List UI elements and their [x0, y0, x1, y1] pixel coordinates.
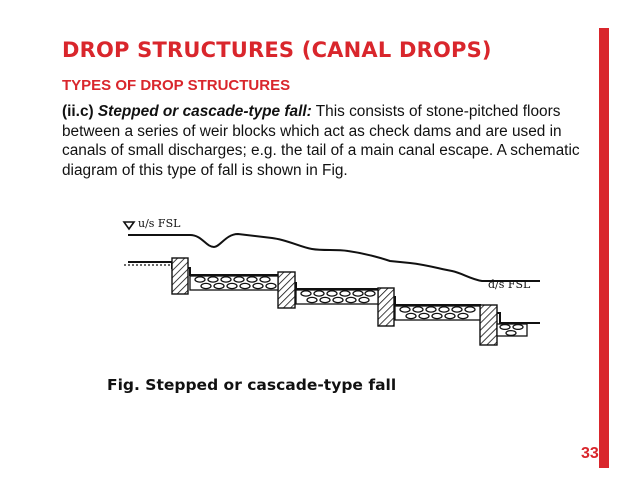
- stone-pitched-floor-2: [296, 290, 378, 304]
- weir-block-4: [480, 305, 497, 345]
- stone-pitched-floor-1: [190, 276, 278, 290]
- slide-title: DROP STRUCTURES (CANAL DROPS): [62, 38, 492, 62]
- body-description: This consists of stone-pitched floors between a series of weir blocks which act as check dams and are used in canals of small discharges; e.g. the tail of a main canal escape. A schematic diagram of this type of fall is shown in Fig.: [62, 103, 580, 179]
- fall-type-term: Stepped or cascade-type fall:: [97, 103, 312, 120]
- water-level-symbol: [124, 222, 134, 229]
- upstream-fsl-label: u/s FSL: [138, 217, 181, 230]
- weir-block-1: [172, 258, 188, 294]
- body-paragraph: [62, 102, 582, 180]
- accent-bar: [599, 28, 609, 468]
- stone-pitched-floor-4: [497, 324, 527, 336]
- section-label: (ii.c): [62, 103, 94, 120]
- figure-caption: Fig. Stepped or cascade-type fall: [107, 376, 397, 394]
- slide-subtitle: TYPES OF DROP STRUCTURES: [62, 77, 291, 94]
- weir-block-2: [278, 272, 295, 308]
- stepped-fall-diagram: [110, 205, 550, 365]
- page-number: 33: [581, 445, 599, 462]
- downstream-fsl-label: d/s FSL: [488, 278, 531, 291]
- stone-pitched-floor-3: [395, 306, 480, 320]
- weir-block-3: [378, 288, 394, 326]
